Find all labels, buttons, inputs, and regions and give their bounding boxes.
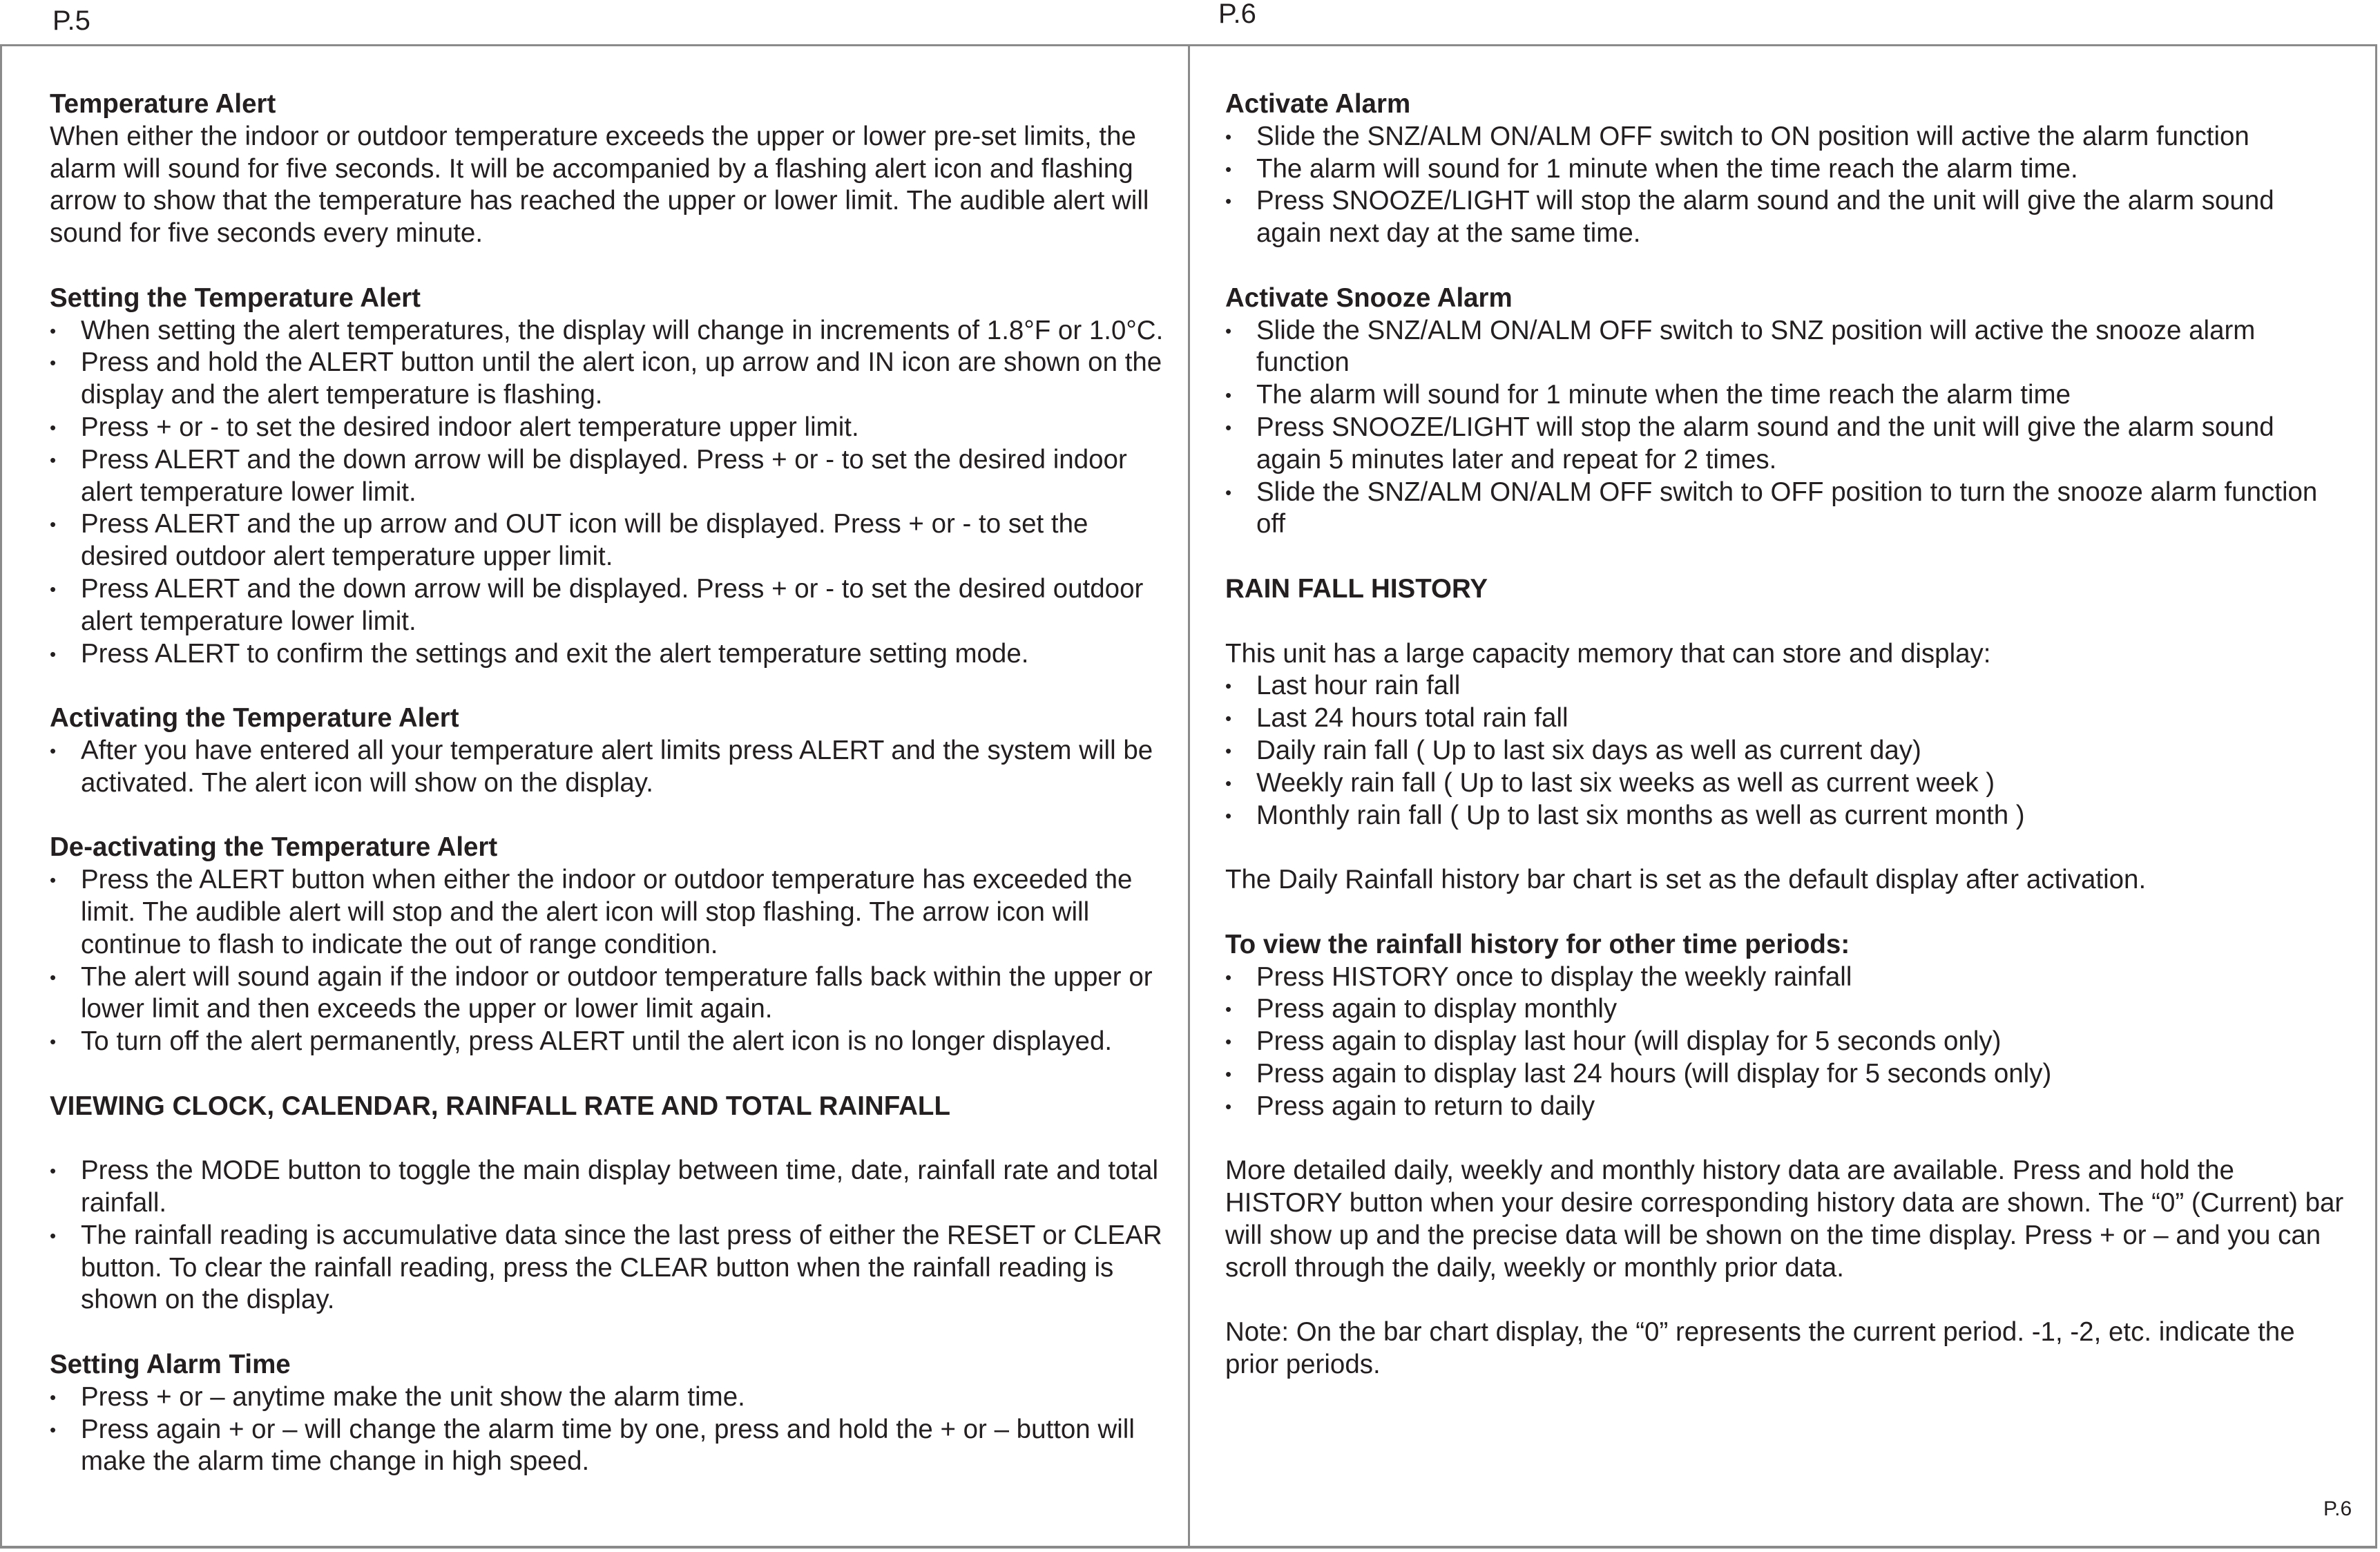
paragraph: When either the indoor or outdoor temperature exceeds the upper or lower pre-set limits, the alarm will sound for five seconds. It will be accompanied by a flashing alert icon and flashing arrow to show that the temperature has reached the upper or lower limit. The audible alert will sound for five seconds every minute. — [50, 121, 1149, 249]
list-item: • Press HISTORY once to display the weekly rainfall — [1225, 961, 2344, 994]
temperature-alert-section — [50, 88, 1169, 250]
list-item: • Weekly rain fall ( Up to last six weeks as well as current week ) — [1225, 767, 2344, 800]
section-heading: Activating the Temperature Alert — [50, 703, 459, 734]
viewing-clock-section — [50, 1091, 1169, 1317]
section-heading: De-activating the Temperature Alert — [50, 832, 498, 863]
list-item: • Press ALERT to confirm the settings and exit the alert temperature setting mode. — [50, 638, 1169, 671]
list-item: • Press again + or – will change the alarm time by one, press and hold the + or – button will make the alarm time change in high speed. — [50, 1414, 1169, 1479]
bullet-list — [50, 1155, 1169, 1316]
list-item: • Monthly rain fall ( Up to last six months as well as current month ) — [1225, 800, 2344, 832]
section-heading: To view the rainfall history for other time periods: — [1225, 929, 1850, 959]
deactivating-temperature-alert-section — [50, 832, 1169, 1058]
list-item: • The alarm will sound for 1 minute when the time reach the alarm time. — [1225, 153, 2344, 186]
bullet-list — [1225, 961, 2344, 1123]
list-item: • Press and hold the ALERT button until the alert icon, up arrow and IN icon are shown on the display and the alert temperature is flashing. — [50, 347, 1169, 412]
list-item: • Press again to return to daily — [1225, 1091, 2344, 1123]
paragraph: More detailed daily, weekly and monthly history data are available. Press and hold the HISTORY button when your desire corresponding history data are shown. The “0” (Current) bar will show up and the precise data will be shown on the time display. Press + or – and you can scroll through the daily, weekly or monthly prior data. — [1225, 1156, 2344, 1283]
activate-snooze-alarm-section — [1225, 282, 2344, 541]
bullet-list — [1225, 670, 2344, 832]
section-heading: Activate Alarm — [1225, 89, 1411, 119]
paragraph: This unit has a large capacity memory that can store and display: — [1225, 638, 1991, 669]
list-item: • Press SNOOZE/LIGHT will stop the alarm sound and the unit will give the alarm sound again 5 minutes later and repeat for 2 times. — [1225, 412, 2344, 477]
list-item: • Press again to display monthly — [1225, 993, 2344, 1026]
bullet-list — [50, 735, 1169, 800]
list-item: • The alert will sound again if the indoor or outdoor temperature falls back within the upper or lower limit and then exceeds the upper or lower limit again. — [50, 961, 1169, 1026]
list-item: • After you have entered all your temperature alert limits press ALERT and the system will be activated. The alert icon will show on the display. — [50, 735, 1169, 800]
default-display-note-section — [1225, 864, 2344, 897]
view-rainfall-history-section — [1225, 929, 2344, 1381]
page-number-right: P.6 — [1218, 0, 1256, 29]
section-heading: Setting the Temperature Alert — [50, 282, 421, 313]
page-footer-number: P.6 — [2323, 1497, 2352, 1520]
list-item: • Press SNOOZE/LIGHT will stop the alarm sound and the unit will give the alarm sound again next day at the same time. — [1225, 185, 2344, 250]
list-item: • Press ALERT and the down arrow will be displayed. Press + or - to set the desired indoor alert temperature lower limit. — [50, 444, 1169, 509]
section-heading: Activate Snooze Alarm — [1225, 282, 1513, 313]
list-item: • Press the ALERT button when either the indoor or outdoor temperature has exceeded the limit. The audible alert will stop and the alert icon will stop flashing. The arrow icon will continue to flash to indicate the out of range condition. — [50, 864, 1169, 961]
bullet-list — [1225, 121, 2344, 250]
right-page-content — [1225, 88, 2344, 1381]
setting-alarm-time-section — [50, 1349, 1169, 1478]
list-item: • Slide the SNZ/ALM ON/ALM OFF switch to OFF position to turn the snooze alarm function off — [1225, 477, 2344, 542]
rain-fall-history-section — [1225, 573, 2344, 832]
list-item: • To turn off the alert permanently, press ALERT until the alert icon is no longer displayed. — [50, 1026, 1169, 1058]
list-item: • Press again to display last 24 hours (will display for 5 seconds only) — [1225, 1058, 2344, 1091]
list-item: • Slide the SNZ/ALM ON/ALM OFF switch to ON position will active the alarm function — [1225, 121, 2344, 153]
activate-alarm-section — [1225, 88, 2344, 250]
bullet-list — [50, 864, 1169, 1058]
section-heading: Setting Alarm Time — [50, 1350, 291, 1380]
list-item: • Press again to display last hour (will display for 5 seconds only) — [1225, 1026, 2344, 1058]
bullet-list — [1225, 315, 2344, 542]
activating-temperature-alert-section — [50, 702, 1169, 799]
list-item: • Press ALERT and the up arrow and OUT icon will be displayed. Press + or - to set the desired outdoor alert temperature upper limit. — [50, 508, 1169, 573]
list-item: • Press ALERT and the down arrow will be displayed. Press + or - to set the desired outdoor alert temperature lower limit. — [50, 573, 1169, 638]
list-item: • The rainfall reading is accumulative data since the last press of either the RESET or CLEAR button. To clear the rainfall reading, press the CLEAR button when the rainfall reading is shown on the display. — [50, 1220, 1169, 1316]
section-heading: VIEWING CLOCK, CALENDAR, RAINFALL RATE AND TOTAL RAINFALL — [50, 1091, 950, 1121]
section-heading: Temperature Alert — [50, 89, 276, 119]
bullet-list — [50, 1381, 1169, 1478]
list-item: • Press the MODE button to toggle the main display between time, date, rainfall rate and total rainfall. — [50, 1155, 1169, 1220]
list-item: • Press + or – anytime make the unit show the alarm time. — [50, 1381, 1169, 1414]
list-item: • Daily rain fall ( Up to last six days as well as current day) — [1225, 735, 2344, 767]
bullet-list — [50, 315, 1169, 671]
left-page-content — [50, 88, 1169, 1478]
section-heading: RAIN FALL HISTORY — [1225, 573, 1488, 604]
setting-temperature-alert-section — [50, 282, 1169, 671]
list-item: • Slide the SNZ/ALM ON/ALM OFF switch to SNZ position will active the snooze alarm function — [1225, 315, 2344, 380]
list-item: • Last 24 hours total rain fall — [1225, 702, 2344, 735]
list-item: • When setting the alert temperatures, the display will change in increments of 1.8°F or 1.0°C. — [50, 315, 1169, 347]
paragraph: The Daily Rainfall history bar chart is set as the default display after activation. — [1225, 865, 2147, 895]
page-number-left: P.5 — [52, 6, 90, 36]
list-item: • The alarm will sound for 1 minute when the time reach the alarm time — [1225, 379, 2344, 412]
paragraph: Note: On the bar chart display, the “0” represents the current period. -1, -2, etc. indicate the prior periods. — [1225, 1317, 2295, 1380]
list-item: • Last hour rain fall — [1225, 670, 2344, 702]
list-item: • Press + or - to set the desired indoor alert temperature upper limit. — [50, 412, 1169, 444]
page-divider — [1188, 44, 1190, 1549]
